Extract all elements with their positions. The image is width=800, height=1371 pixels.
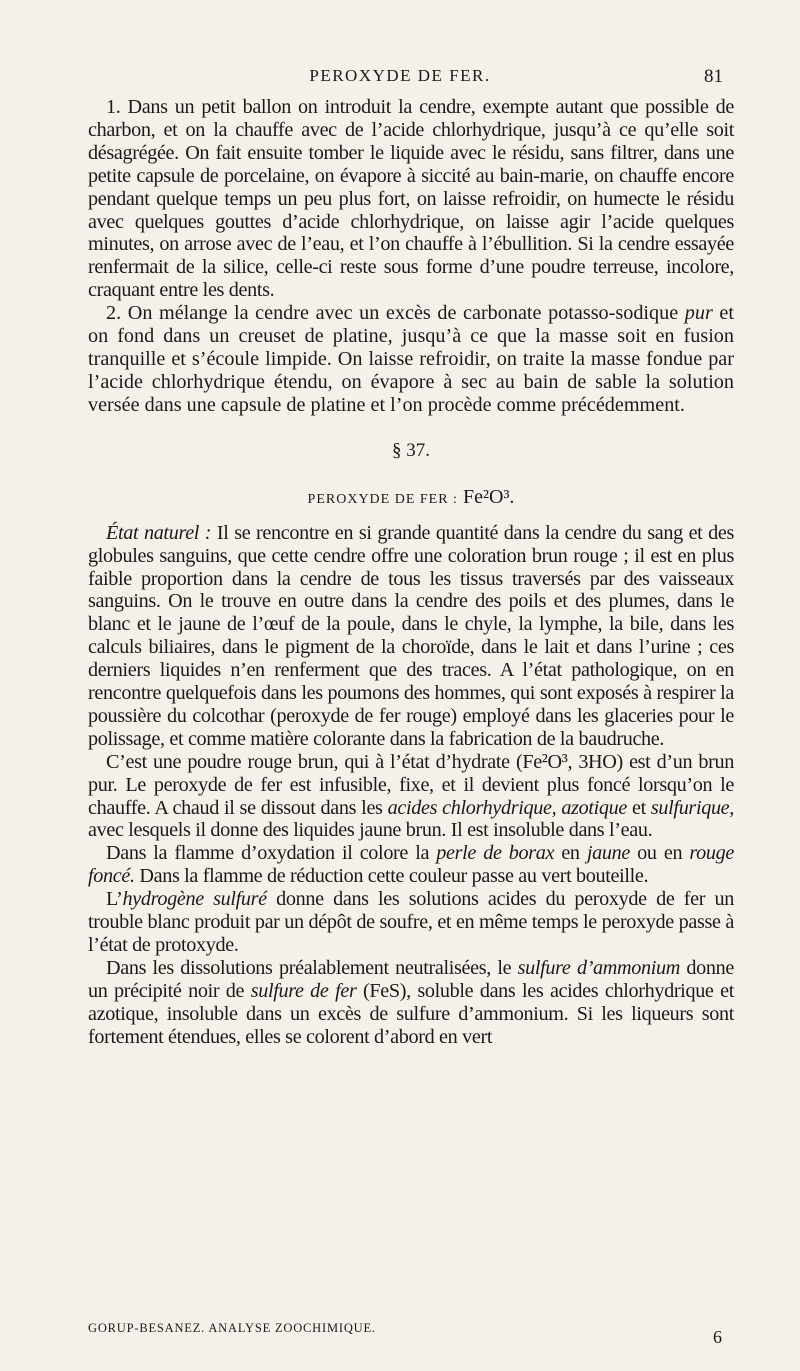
step-2-text-a: 2. On mélange la cendre avec un excès de carbonate potasso-sodique bbox=[106, 302, 685, 325]
signature-mark: 6 bbox=[713, 1327, 722, 1347]
section-title-text: PEROXYDE DE FER : bbox=[307, 491, 458, 507]
etat-naturel-label: État naturel : bbox=[106, 521, 212, 544]
h2s-italic: hydrogène sulfuré bbox=[122, 888, 267, 911]
nh4s-text-b: donne un précipité noir de bbox=[88, 956, 734, 1002]
paragraph-etat-naturel bbox=[88, 522, 734, 751]
properties-italic-acids: acides chlorhydrique, azotique bbox=[387, 796, 627, 819]
section-formula: Fe²O³. bbox=[463, 485, 515, 508]
paragraph-flame-test bbox=[88, 842, 734, 888]
flame-text-b: en bbox=[554, 842, 587, 865]
flame-text-a: Dans la flamme d’oxydation il colore la bbox=[106, 842, 437, 865]
properties-text-c: avec lesquels il donne des liquides jaune brun. Il est insoluble dans l’eau. bbox=[88, 819, 653, 842]
flame-italic-borax: perle de borax bbox=[436, 842, 555, 865]
flame-text-c: ou en bbox=[629, 842, 690, 865]
nh4s-text-c: (FeS), soluble dans les acides chlorhydrique et azotique, insoluble dans un excès de sulfure d’ammonium. Si les liqueurs sont fortement étendues, elles se colorent d’abord en vert bbox=[88, 979, 734, 1048]
nh4s-text-a: Dans les dissolutions préalablement neutralisées, le bbox=[106, 956, 518, 979]
step-2-text-b: et on fond dans un creuset de platine, jusqu’à ce que la masse soit en fusion tranquille et s’écoule limpide. On laisse refroidir, on traite la masse fondue par l’acide chlorhydrique étendu, on évapore à sec au bain de sable la solution versée dans une capsule de platine et l’on procède comme précédemment. bbox=[88, 302, 734, 416]
section-number: § 37. bbox=[392, 439, 430, 461]
paragraph-sulfure-ammonium bbox=[88, 957, 734, 1049]
h2s-text-a: L’ bbox=[106, 888, 123, 911]
body-text bbox=[88, 96, 734, 1049]
running-title: PEROXYDE DE FER. bbox=[309, 66, 491, 85]
section-title bbox=[88, 485, 734, 512]
running-head bbox=[0, 66, 800, 90]
h2s-text-b: donne dans les solutions acides du peroxyde de fer un trouble blanc produit par un dépôt de soufre, et en même temps le peroxyde passe à l’état de protoxyde. bbox=[88, 888, 734, 956]
paragraph-properties bbox=[88, 751, 734, 843]
step-2-italic-pur: pur bbox=[684, 302, 713, 325]
etat-naturel-text: Il se rencontre en si grande quantité dans la cendre du sang et des globules sanguins, que cette cendre offre une coloration brun rouge ; il est en plus faible proportion dans la cendre de tous les tissus traversés par des vaisseaux sanguins. On le trouve en outre dans la cendre des poils et des plumes, dans le blanc et le jaune de l’œuf de la poule, dans le chyle, la lymphe, la bile, dans les calculs biliaires, dans le pigment de la choroïde, dans le lait et dans l’urine ; ces derniers liquides n’en renferment que des traces. A l’état pathologique, on en rencontre quelquefois dans les poumons des hommes, qui sont exposés à respirer la poussière du colcothar (peroxyde de fer rouge) employé dans les glaceries pour le polissage, et comme matière colorante dans la fabrication de la baudruche. bbox=[88, 521, 735, 750]
paragraph-step-2 bbox=[88, 302, 734, 417]
page-footer bbox=[88, 1321, 734, 1351]
flame-italic-jaune: jaune bbox=[586, 842, 630, 865]
paragraph-step-1: 1. Dans un petit ballon on introduit la cendre, exempte autant que possible de charbon, et on la chauffe avec de l’acide chlorhydrique, jusqu’à ce qu’elle soit désagrégée. On fait ensuite tomber le liquide avec le résidu, sans filtrer, dans une petite capsule de porcelaine, on évapore à siccité au bain-marie, on chauffe encore pendant quelque temps un peu plus fort, on laisse refroidir, on humecte le résidu avec quelques gouttes d’acide chlorhydrique, on laisse agir l’acide quelques minutes, on arrose avec de l’eau, et l’on chauffe à l’ébullition. Si la cendre essayée renfermait de la silice, celle-ci reste sous forme d’une poudre terreuse, incolore, craquant entre les dents. bbox=[88, 96, 734, 302]
flame-text-d: Dans la flamme de réduction cette couleur passe au vert bouteille. bbox=[134, 865, 649, 888]
properties-text-a: C’est une poudre rouge brun, qui à l’état d’hydrate (Fe²O³, 3HO) est d’un brun pur. Le peroxyde de fer est infusible, fixe, et il devient plus foncé lorsqu’on le chauffe. A chaud il se dissout dans les bbox=[88, 750, 734, 819]
nh4s-italic-b: sulfure de fer bbox=[250, 979, 357, 1002]
flame-italic-rouge: rouge foncé. bbox=[88, 842, 735, 888]
properties-text-b: et bbox=[626, 796, 651, 819]
properties-italic-sulfurique: sulfurique, bbox=[650, 796, 734, 819]
page-number: 81 bbox=[704, 66, 723, 87]
nh4s-italic-a: sulfure d’ammonium bbox=[517, 956, 680, 979]
footer-imprint: GORUP-BESANEZ. ANALYSE ZOOCHIMIQUE. bbox=[88, 1321, 376, 1335]
paragraph-hydrogene-sulfure bbox=[88, 888, 734, 957]
